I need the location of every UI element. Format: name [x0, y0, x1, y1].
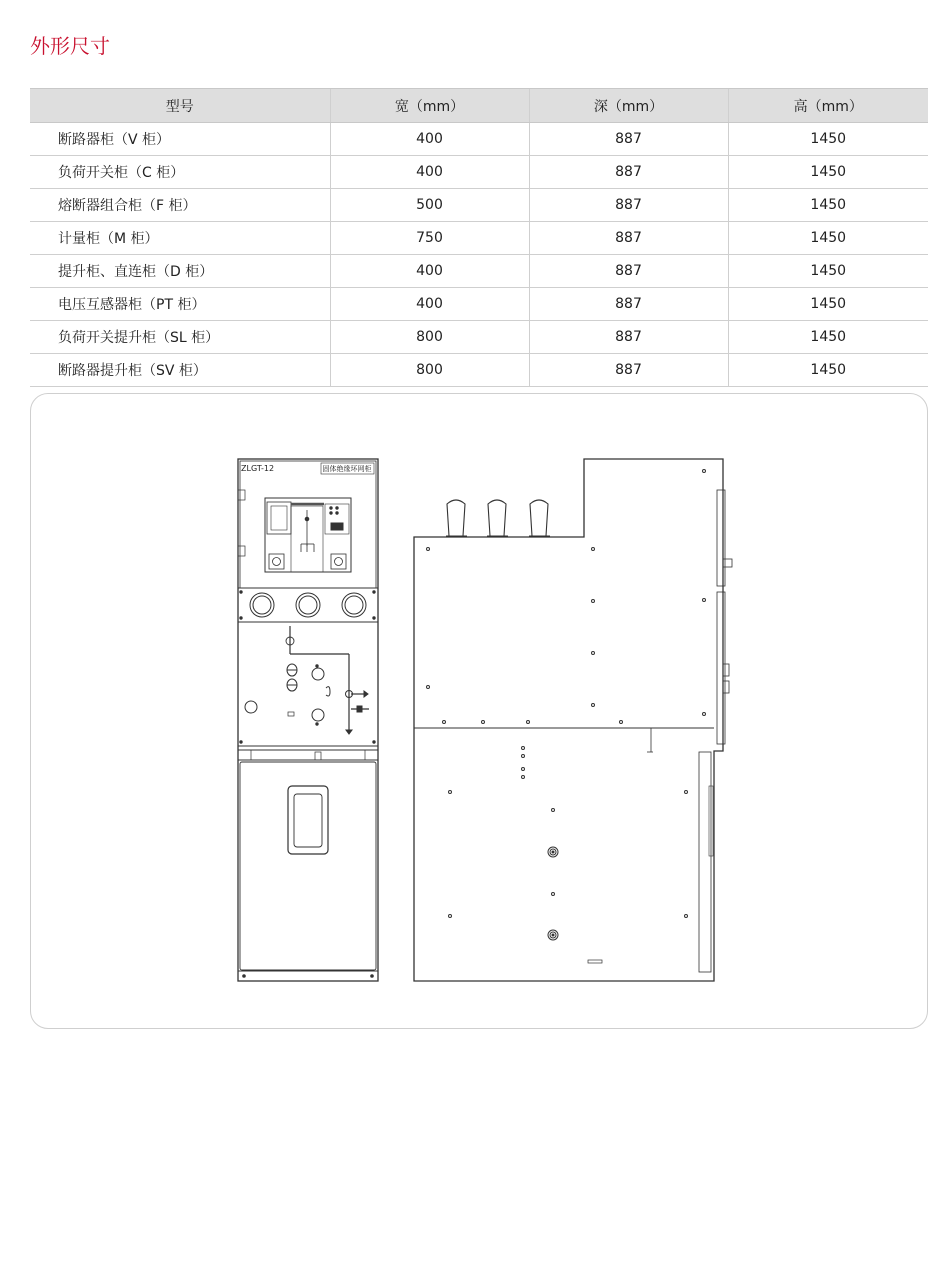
- cell-model: 熔断器组合柜（F 柜）: [30, 189, 330, 222]
- cell-depth: 887: [529, 222, 728, 255]
- header-height: 高（mm）: [728, 89, 928, 123]
- cell-width: 500: [330, 189, 529, 222]
- cell-depth: 887: [529, 255, 728, 288]
- table-row: [30, 354, 928, 387]
- table-row: [30, 123, 928, 156]
- cell-height: 1450: [728, 255, 928, 288]
- drawing-model-label: ZLGT-12: [241, 464, 275, 473]
- cell-width: 400: [330, 156, 529, 189]
- cell-height: 1450: [728, 321, 928, 354]
- header-model: 型号: [30, 89, 330, 123]
- cabinet-drawing: [31, 394, 927, 1028]
- cell-depth: 887: [529, 288, 728, 321]
- cell-height: 1450: [728, 354, 928, 387]
- cell-height: 1450: [728, 156, 928, 189]
- cell-model: 断路器提升柜（SV 柜）: [30, 354, 330, 387]
- drawing-panel: [30, 393, 928, 1029]
- cell-height: 1450: [728, 222, 928, 255]
- cell-model: 负荷开关柜（C 柜）: [30, 156, 330, 189]
- cell-width: 400: [330, 255, 529, 288]
- table-header-row: [30, 89, 928, 123]
- cell-width: 400: [330, 288, 529, 321]
- cell-depth: 887: [529, 123, 728, 156]
- header-depth: 深（mm）: [529, 89, 728, 123]
- front-view: [238, 459, 378, 981]
- cell-model: 电压互感器柜（PT 柜）: [30, 288, 330, 321]
- table-row: [30, 288, 928, 321]
- table-row: [30, 222, 928, 255]
- table-row: [30, 255, 928, 288]
- table-row: [30, 189, 928, 222]
- table-row: [30, 321, 928, 354]
- cell-height: 1450: [728, 288, 928, 321]
- cell-width: 400: [330, 123, 529, 156]
- header-width: 宽（mm）: [330, 89, 529, 123]
- cell-depth: 887: [529, 156, 728, 189]
- page-title: 外形尺寸: [30, 34, 110, 58]
- cell-height: 1450: [728, 189, 928, 222]
- cell-model: 提升柜、直连柜（D 柜）: [30, 255, 330, 288]
- cell-depth: 887: [529, 354, 728, 387]
- cell-width: 800: [330, 321, 529, 354]
- cell-model: 断路器柜（V 柜）: [30, 123, 330, 156]
- side-view: [414, 459, 732, 981]
- dimension-table: [30, 88, 928, 387]
- cell-width: 800: [330, 354, 529, 387]
- cell-model: 负荷开关提升柜（SL 柜）: [30, 321, 330, 354]
- cell-depth: 887: [529, 321, 728, 354]
- cell-depth: 887: [529, 189, 728, 222]
- table-row: [30, 156, 928, 189]
- cell-height: 1450: [728, 123, 928, 156]
- cell-model: 计量柜（M 柜）: [30, 222, 330, 255]
- drawing-name-label: 固体绝缘环网柜: [322, 465, 372, 473]
- cell-width: 750: [330, 222, 529, 255]
